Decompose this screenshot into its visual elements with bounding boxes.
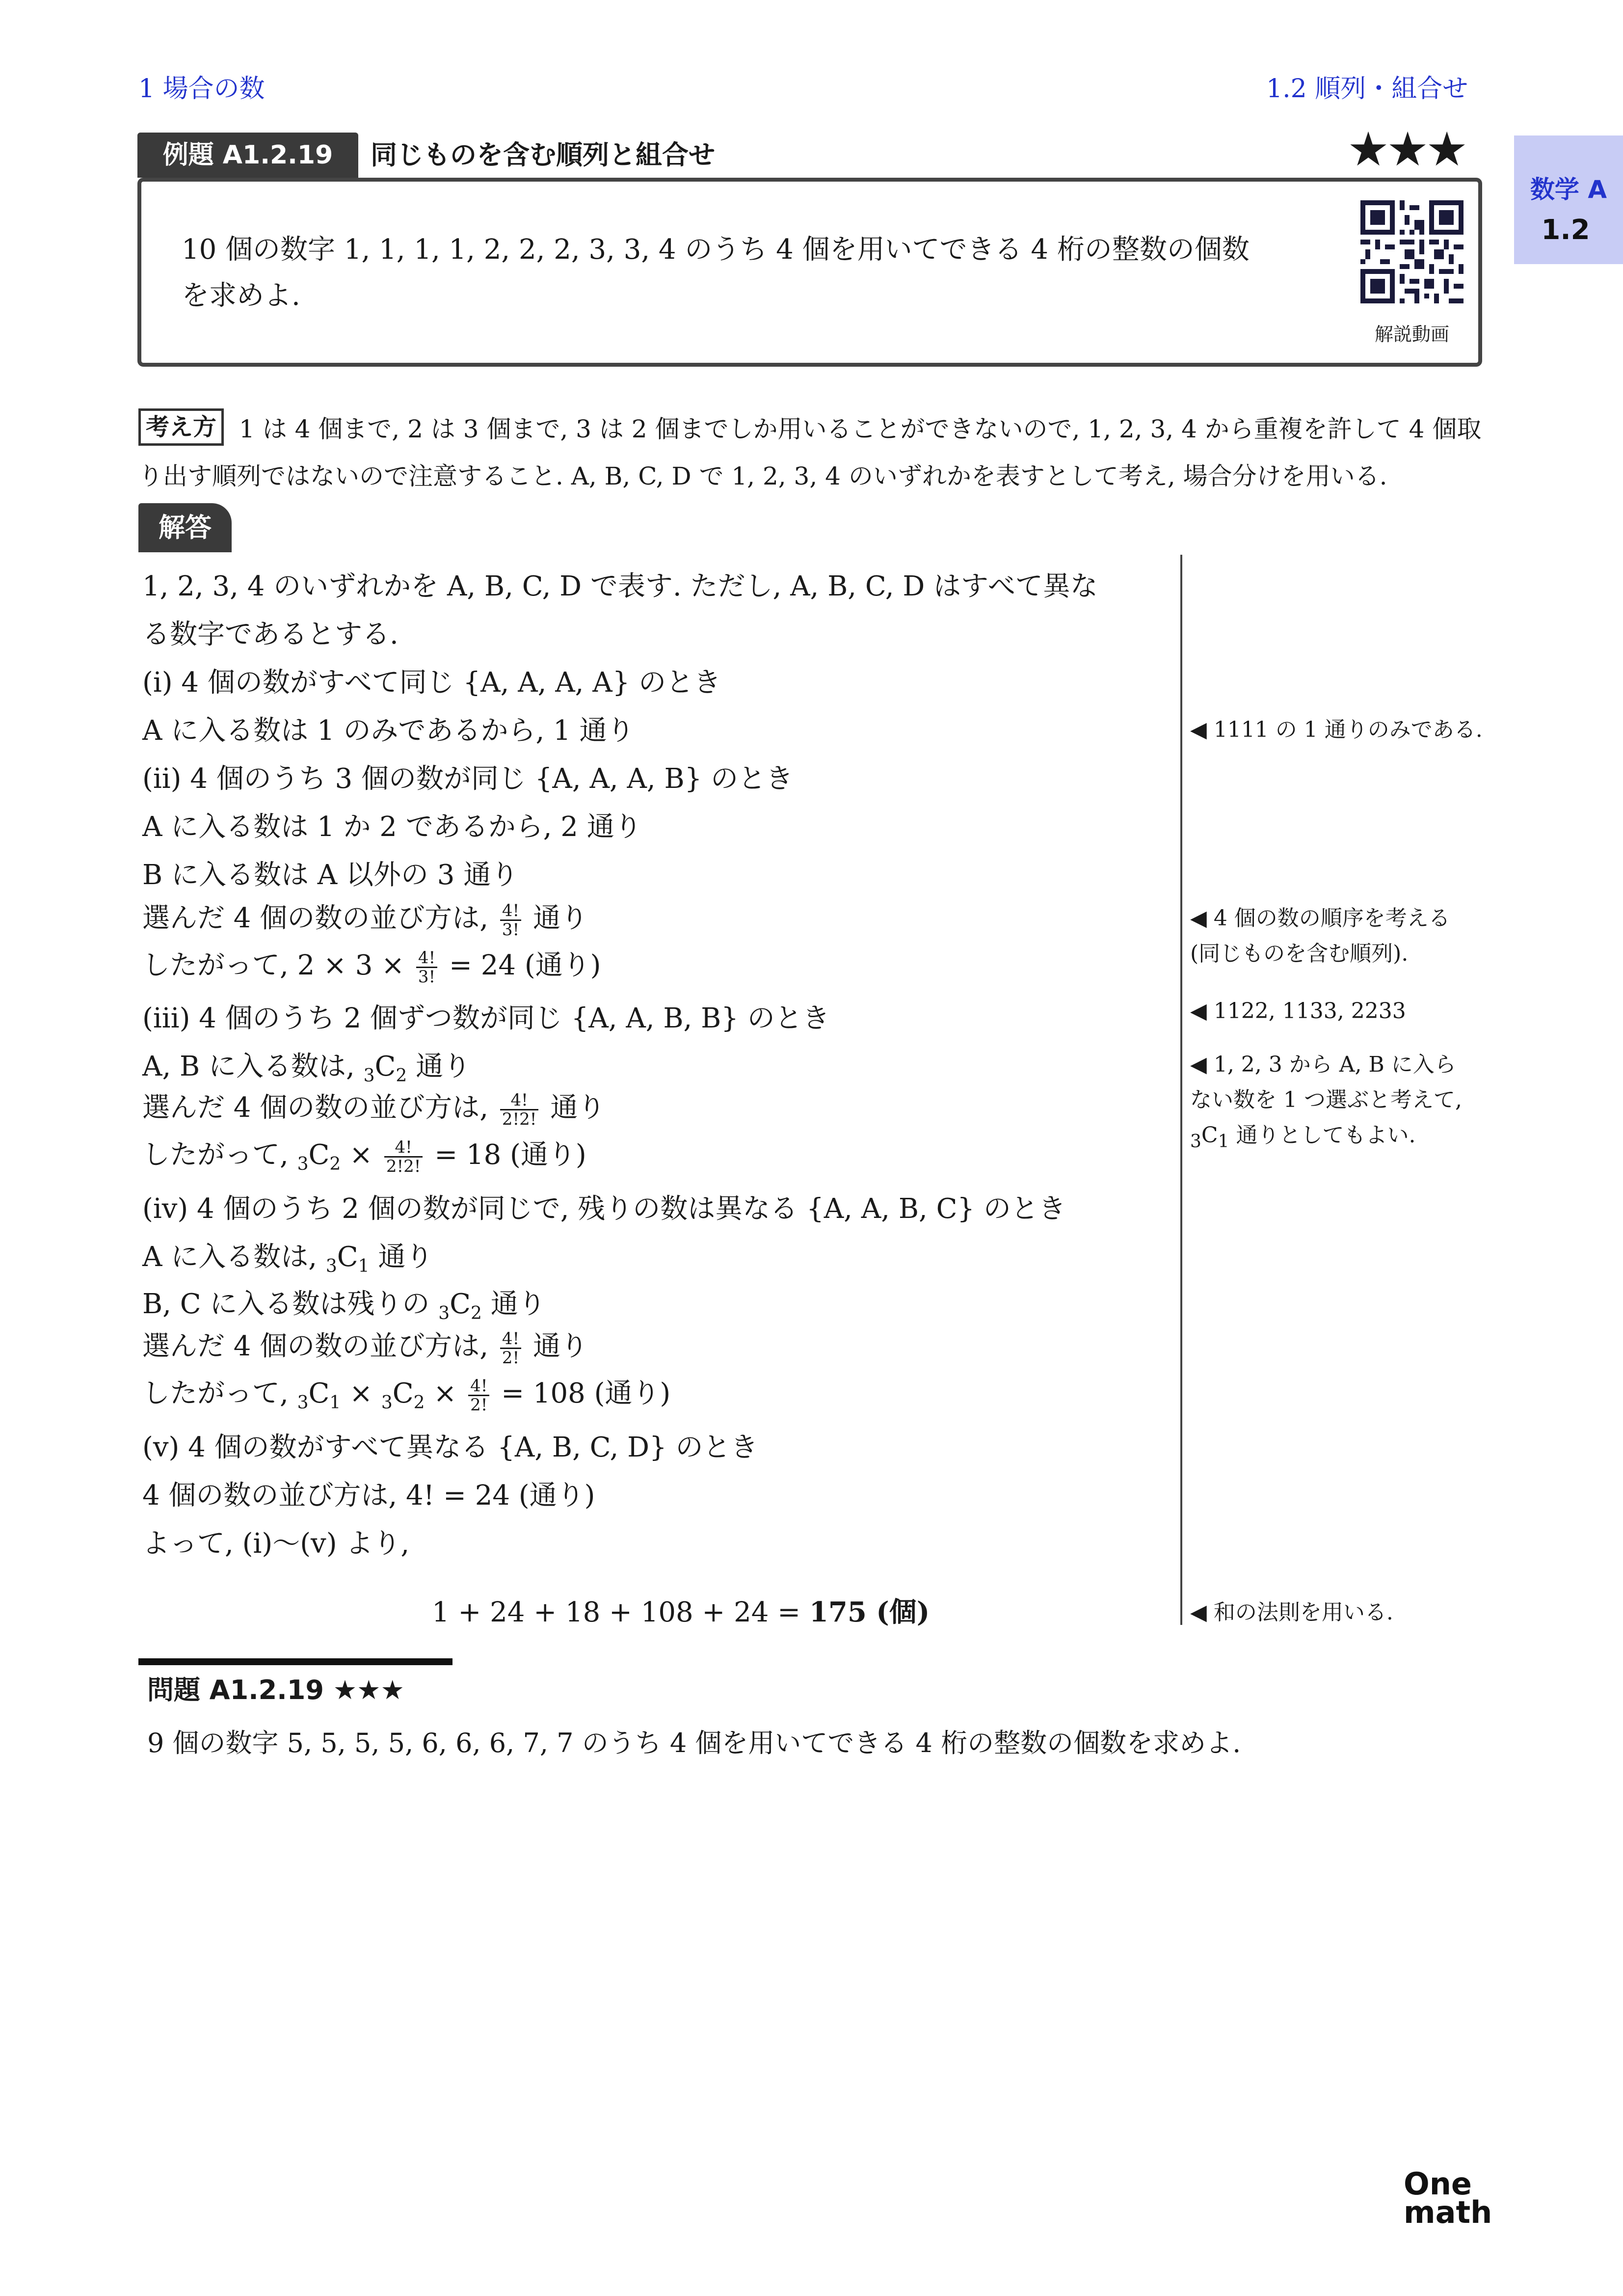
solution-line: A に入る数は 1 か 2 であるから, 2 通り [142, 811, 642, 843]
answer: 175 (個) [809, 1596, 930, 1628]
text: 通り [416, 1051, 471, 1082]
question-line: を求めよ. [182, 280, 300, 312]
subscript: 1 [329, 1393, 341, 1413]
subscript: 3 [363, 1066, 375, 1086]
margin-note: ◀ 4 個の数の順序を考える [1190, 906, 1450, 931]
problem-label: 問題 A1.2.19 ★★★ [147, 1675, 404, 1705]
margin-note: ◀ 和の法則を用いる. [1190, 1600, 1393, 1625]
margin-note [1190, 1117, 1415, 1152]
text: C [450, 1288, 471, 1320]
solution-line [142, 1133, 586, 1175]
text: 通り [378, 1241, 433, 1273]
fraction [500, 1091, 539, 1128]
solution-line: (i) 4 個の数がすべて同じ {A, A, A, A} のとき [142, 667, 721, 699]
margin-note: ◀ 1122, 1133, 2233 [1190, 999, 1406, 1024]
text: = 24 (通り) [449, 949, 601, 981]
text: A に入る数は, [142, 1241, 318, 1273]
text: C [1201, 1123, 1218, 1148]
solution-line [142, 1282, 546, 1324]
denominator: 3! [502, 920, 520, 940]
qr-caption: 解説動画 [1374, 324, 1449, 345]
chapter-header: 1 場合の数 [138, 74, 265, 104]
text: C [308, 1139, 330, 1171]
numerator: 4! [468, 1377, 489, 1396]
fraction [468, 1377, 489, 1414]
solution-line [142, 896, 588, 939]
problem-bar [138, 1658, 452, 1665]
text: したがって, 2 × 3 × [142, 949, 405, 981]
subscript: 1 [1218, 1131, 1229, 1152]
solution-line [142, 1372, 670, 1414]
text: C [308, 1378, 330, 1409]
fraction [384, 1138, 423, 1175]
numerator: 4! [500, 1330, 521, 1349]
subscript: 3 [381, 1393, 393, 1413]
solution-line: (iv) 4 個のうち 2 個の数が同じで, 残りの数は異なる {A, A, B, C} のとき [142, 1193, 1066, 1225]
denominator: 2! [502, 1348, 520, 1368]
fraction [500, 902, 521, 939]
text: 1 + 24 + 18 + 108 + 24 = [432, 1596, 809, 1628]
text: = 108 (通り) [501, 1378, 671, 1409]
text: したがって, [142, 1378, 289, 1409]
solution-line: る数字であるとする. [142, 619, 399, 650]
solution-line [142, 1045, 471, 1086]
qr-code-icon[interactable] [1360, 200, 1463, 303]
onemath-logo [1404, 2166, 1492, 2230]
text: 通りとしてもよい. [1236, 1123, 1416, 1148]
margin-note: (同じものを含む順列). [1190, 941, 1409, 966]
text: A, B に入る数は, [142, 1051, 355, 1082]
subscript: 3 [438, 1303, 450, 1324]
text: = 18 (通り) [434, 1139, 586, 1171]
fraction [416, 949, 437, 986]
section-header: 1.2 順列・組合せ [1266, 74, 1468, 104]
text: 通り [532, 902, 588, 934]
denominator: 2!2! [502, 1109, 537, 1129]
numerator: 4! [384, 1138, 423, 1158]
numerator: 4! [500, 1091, 539, 1110]
solution-line: (ii) 4 個のうち 3 個の数が同じ {A, A, A, B} のとき [142, 763, 794, 795]
text: × [349, 1378, 373, 1409]
approach-label: 考え方 [138, 408, 224, 446]
margin-note: ◀ 1111 の 1 通りのみである. [1190, 717, 1483, 742]
subscript: 2 [413, 1393, 425, 1413]
subscript: 3 [297, 1393, 309, 1413]
denominator: 2! [470, 1395, 488, 1415]
text: 選んだ 4 個の数の並び方は, [142, 902, 489, 934]
solution-line: A に入る数は 1 のみであるから, 1 通り [142, 715, 635, 747]
fraction [500, 1330, 521, 1367]
subscript: 2 [396, 1066, 407, 1086]
solution-line: よって, (i)〜(v) より, [142, 1528, 410, 1560]
subscript: 2 [470, 1303, 482, 1324]
solution-line [142, 1235, 433, 1276]
numerator: 4! [416, 949, 437, 968]
subscript: 3 [297, 1154, 309, 1175]
text: C [392, 1378, 414, 1409]
difficulty-stars: ★★★ [1347, 122, 1465, 177]
margin-note: ない数を 1 つ選ぶと考えて, [1190, 1087, 1462, 1112]
side-tab [1514, 135, 1623, 264]
numerator: 4! [500, 902, 521, 921]
text: × [349, 1139, 373, 1171]
margin-divider [1180, 555, 1182, 1625]
subscript: 3 [325, 1256, 337, 1277]
side-tab-section: 1.2 [1541, 214, 1590, 246]
logo-line: math [1404, 2194, 1492, 2230]
subscript: 2 [329, 1154, 341, 1175]
approach-text: 1 は 4 個まで, 2 は 3 個まで, 3 は 2 個までしか用いることができないので, 1, 2, 3, 4 から重複を許して 4 個取り出す順列ではないので注意すること. A, B, C, D で 1, 2, 3, 4 のいずれかを表すとして考え, 場合分けを用いる. [138, 415, 1482, 490]
example-question [182, 227, 1310, 319]
text: 通り [490, 1288, 546, 1320]
text: C [374, 1051, 396, 1082]
text: C [337, 1241, 358, 1273]
solution-line: (v) 4 個の数がすべて異なる {A, B, C, D} のとき [142, 1432, 758, 1463]
question-line: 10 個の数字 1, 1, 1, 1, 2, 2, 2, 3, 3, 4 のうち 4 個を用いてできる 4 桁の整数の個数 [182, 234, 1250, 266]
solution-line: 4 個の数の並び方は, 4! = 24 (通り) [142, 1480, 595, 1512]
problem-text: 9 個の数字 5, 5, 5, 5, 6, 6, 6, 7, 7 のうち 4 個を用いてできる 4 桁の整数の個数を求めよ. [147, 1728, 1241, 1758]
solution-line: (iii) 4 個のうち 2 個ずつ数が同じ {A, A, B, B} のとき [142, 1002, 830, 1034]
text: 選んだ 4 個の数の並び方は, [142, 1330, 489, 1362]
subscript: 1 [358, 1256, 370, 1277]
logo-line: One [1404, 2166, 1472, 2202]
text: したがって, [142, 1139, 289, 1171]
solution-line: B に入る数は A 以外の 3 通り [142, 859, 519, 891]
subscript: 3 [1190, 1131, 1201, 1152]
example-label: 例題 A1.2.19 [137, 133, 358, 178]
text: × [433, 1378, 457, 1409]
text: 通り [532, 1330, 588, 1362]
solution-line [142, 1324, 588, 1367]
solution-line [142, 1086, 605, 1128]
margin-note: ◀ 1, 2, 3 から A, B に入ら [1190, 1052, 1456, 1077]
example-title: 同じものを含む順列と組合せ [371, 139, 715, 170]
denominator: 3! [418, 967, 436, 987]
denominator: 2!2! [386, 1157, 421, 1176]
text: 通り [550, 1092, 606, 1124]
text: 選んだ 4 個の数の並び方は, [142, 1092, 489, 1124]
solution-line [142, 944, 601, 986]
solution-label: 解答 [138, 503, 232, 552]
final-answer [432, 1591, 930, 1630]
solution-line: 1, 2, 3, 4 のいずれかを A, B, C, D で表す. ただし, A, B, C, D はすべて異な [142, 570, 1098, 602]
text: B, C に入る数は残りの [142, 1288, 430, 1320]
side-tab-subject: 数学 A [1530, 175, 1607, 204]
